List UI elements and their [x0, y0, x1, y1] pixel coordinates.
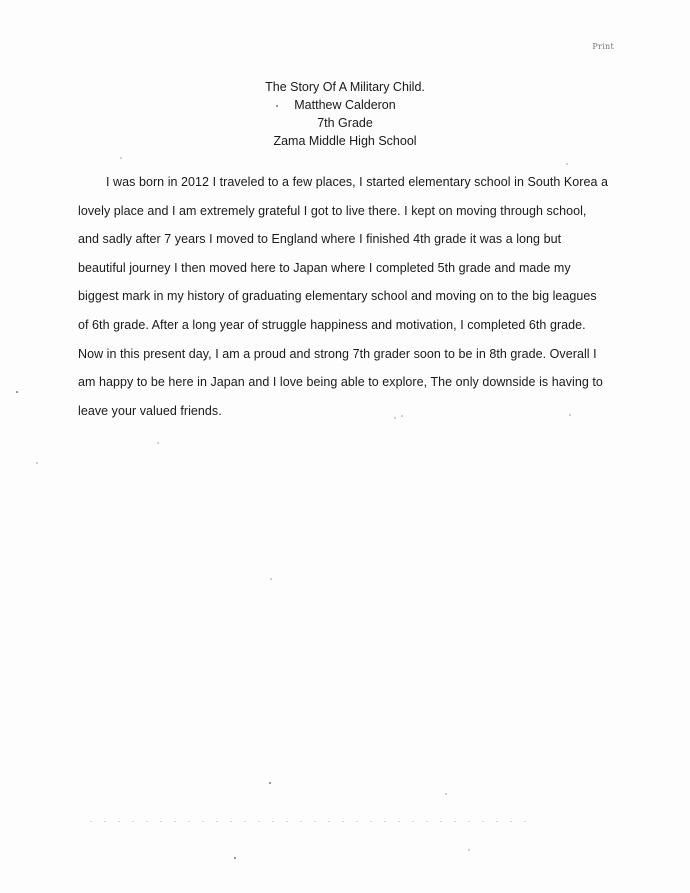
grade-level: 7th Grade	[317, 116, 373, 130]
essay-title: The Story Of A Military Child.	[265, 80, 425, 94]
scan-speck	[270, 578, 272, 580]
scan-speck	[16, 391, 18, 393]
scan-speck	[394, 417, 396, 419]
scan-speck	[445, 793, 447, 795]
scan-speck	[120, 157, 122, 159]
scan-speck	[234, 857, 236, 859]
school-name: Zama Middle High School	[273, 134, 417, 148]
scan-speck	[566, 163, 568, 165]
scan-speck	[269, 782, 271, 784]
scan-speck	[157, 442, 159, 444]
essay-paragraph: I was born in 2012 I traveled to a few places, I started elementary school in South Korea a lovely place and I am extremely grateful I got to live there. I kept on moving through school, and sadly after 7 years I moved to England where I finished 4th grade it was a long but beautiful journey I then moved here to Japan where I completed 5th grade and made my biggest mark in my history of graduating elementary school and moving on to the big leagues of 6th grade. After a long year of struggle happiness and motivation, I completed 6th grade. Now in this present day, I am a proud and strong 7th grader soon to be in 8th grade. Overall I am happy to be here in Japan and I love being able to explore, The only downside is having to leave your valued friends.	[78, 175, 609, 418]
scan-speck	[276, 105, 278, 107]
corner-mark: Print	[592, 42, 614, 51]
author-name: Matthew Calderon	[294, 98, 396, 112]
scan-speck	[569, 414, 571, 416]
scan-speck	[468, 849, 470, 851]
scan-speck	[401, 415, 403, 417]
essay-heading	[0, 78, 690, 150]
scan-artifact-line	[90, 821, 530, 822]
scan-speck	[36, 462, 38, 464]
